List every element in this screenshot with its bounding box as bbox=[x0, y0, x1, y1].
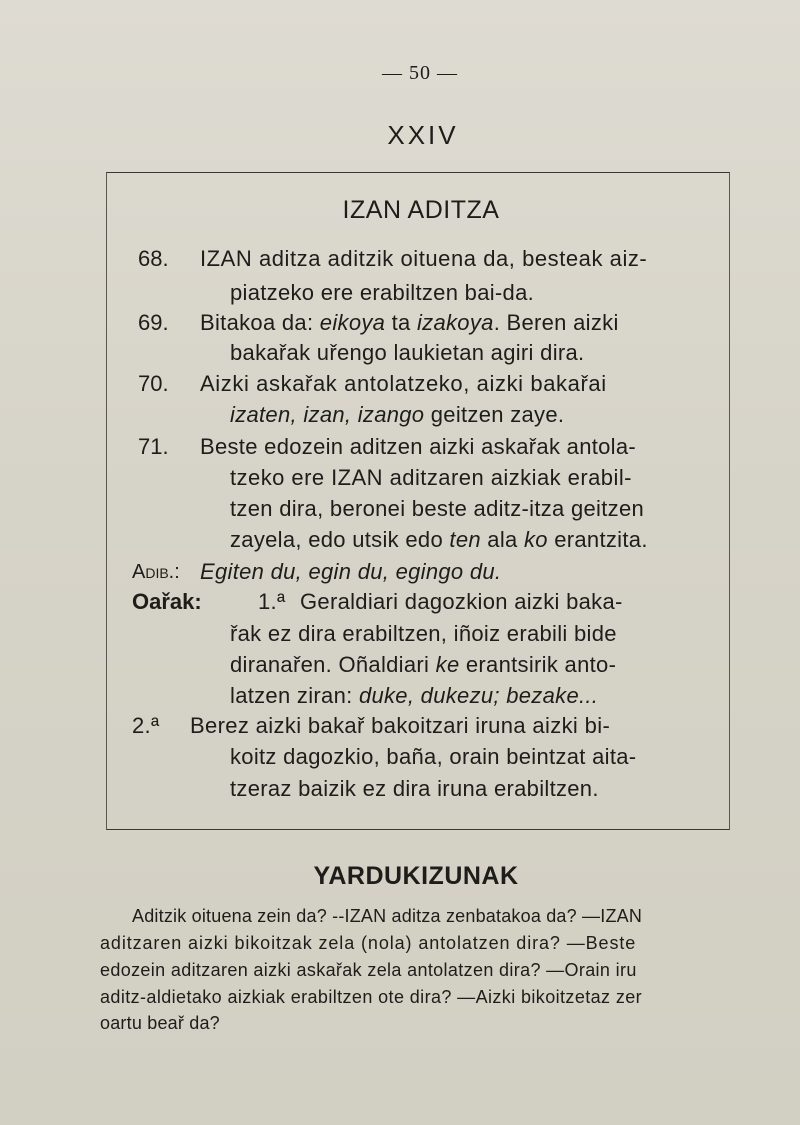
example-text-italic: Egiten du, egin du, egingo du. bbox=[200, 559, 502, 584]
note-1-line-2: řak ez dira erabiltzen, iñoiz erabili bide bbox=[230, 621, 617, 646]
note-1-line-3 bbox=[230, 652, 616, 678]
paragraph-number-71: 71. bbox=[138, 434, 169, 459]
paragraph-71-line-4-text-b: ala bbox=[480, 527, 524, 552]
paragraph-71-line-3: tzen dira, beronei beste aditz-itza geitzen bbox=[230, 496, 645, 521]
note-1-number: 1.ª bbox=[258, 589, 286, 614]
paragraph-71-suffix-ten: ten bbox=[449, 527, 481, 552]
paragraph-number-68: 68. bbox=[138, 246, 169, 271]
note-2-line-1: Berez aizki bakař bakoitzari iruna aizki bi- bbox=[190, 713, 611, 738]
exercises-line-4: aditz-aldietako aizkiak erabiltzen ote dira? —Aizki bikoitzetaz zer bbox=[100, 987, 643, 1007]
page-number: — 50 — bbox=[382, 62, 458, 84]
paragraph-69-line-1-text-c: . Beren aizki bbox=[493, 310, 619, 335]
paragraph-71-suffix-ko: ko bbox=[523, 527, 548, 552]
note-1-suffix-ke: ke bbox=[435, 652, 460, 677]
paragraph-69-line-1-text-b: ta bbox=[385, 310, 417, 335]
exercises-line-5: oartu beař da? bbox=[100, 1013, 220, 1033]
paragraph-70-line-1: Aizki askařak antolatzeko, aizki bakařai bbox=[200, 371, 607, 396]
note-2-line-3: tzeraz baizik ez dira iruna erabiltzen. bbox=[230, 776, 599, 801]
example-label: Adib.: bbox=[132, 561, 180, 583]
paragraph-70-line-2 bbox=[230, 402, 564, 428]
paragraph-71-line-4 bbox=[230, 527, 648, 553]
paragraph-71-line-4-text-a: zayela, edo utsik edo bbox=[230, 527, 450, 552]
paragraph-68-line-1: IZAN aditza aditzik oituena da, besteak aiz- bbox=[200, 246, 648, 271]
note-1-line-3-text-a: diranařen. Oñaldiari bbox=[230, 652, 436, 677]
paragraph-68-line-2: piatzeko ere erabiltzen bai-da. bbox=[230, 280, 535, 305]
lesson-title: IZAN ADITZA bbox=[342, 196, 500, 224]
exercises-line-1: Aditzik oituena zein da? --IZAN aditza zenbatakoa da? —IZAN bbox=[132, 906, 643, 926]
paragraph-69-line-2: bakařak uřengo laukietan agiri dira. bbox=[230, 340, 585, 365]
note-1-line-3-text-b: erantsirik anto- bbox=[459, 652, 617, 677]
exercises-title: YARDUKIZUNAK bbox=[313, 862, 519, 890]
paragraph-71-line-2: tzeko ere IZAN aditzaren aizkiak erabil- bbox=[230, 465, 632, 490]
paragraph-number-69: 69. bbox=[138, 310, 169, 335]
note-1-line-1: Geraldiari dagozkion aizki baka- bbox=[300, 589, 623, 614]
paragraph-69-term-eikoya: eikoya bbox=[319, 310, 386, 335]
note-1-forms: duke, dukezu; bezake... bbox=[358, 683, 599, 708]
paragraph-71-line-4-text-c: erantzita. bbox=[547, 527, 648, 552]
paragraph-69-line-1 bbox=[200, 310, 619, 336]
paragraph-69-line-1-text-a: Bitakoa da: bbox=[200, 310, 320, 335]
note-1-line-4-text: latzen ziran: bbox=[230, 683, 359, 708]
paragraph-69-term-izakoya: izakoya bbox=[416, 310, 494, 335]
chapter-number: XXIV bbox=[387, 120, 459, 150]
exercises-line-3: edozein aditzaren aizki askařak zela antolatzen dira? —Orain iru bbox=[100, 960, 637, 980]
paragraph-70-line-2-text: geitzen zaye. bbox=[424, 402, 565, 427]
paragraph-71-line-1: Beste edozein aditzen aizki askařak antola- bbox=[200, 434, 637, 459]
paragraph-number-70: 70. bbox=[138, 371, 169, 396]
exercises-line-2: aditzaren aizki bikoitzak zela (nola) antolatzen dira? —Beste bbox=[100, 933, 637, 953]
note-1-line-4 bbox=[230, 683, 598, 709]
example-text bbox=[200, 559, 501, 585]
note-2-line-2: koitz dagozkio, baña, orain beintzat aita- bbox=[230, 744, 637, 769]
note-2-number: 2.ª bbox=[132, 713, 160, 738]
notes-label: Oařak: bbox=[132, 589, 202, 614]
paragraph-70-terms: izaten, izan, izango bbox=[230, 402, 425, 427]
